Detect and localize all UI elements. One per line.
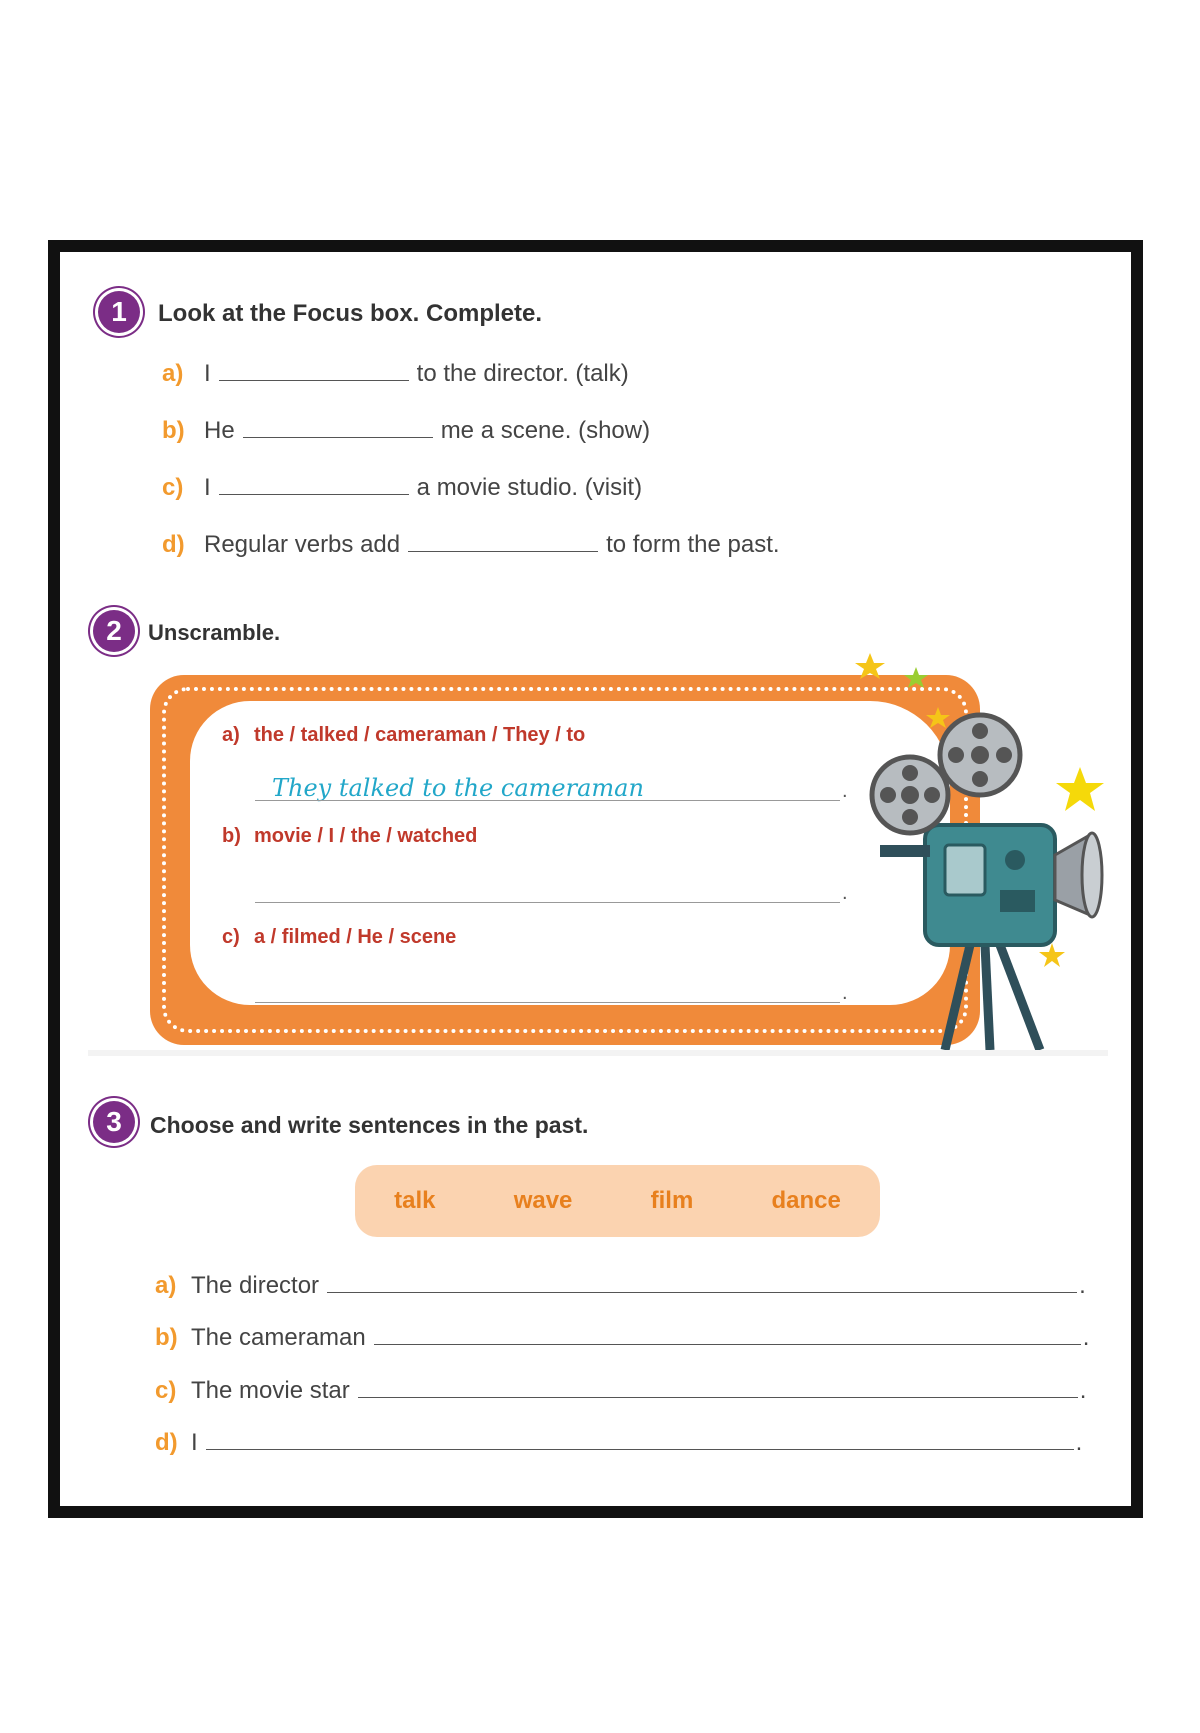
movie-camera-illustration <box>840 645 1120 1055</box>
full-stop: . <box>1075 1429 1083 1456</box>
section-divider <box>88 1050 1108 1056</box>
exercise-2-instruction: Unscramble. <box>148 620 281 645</box>
item-label: c) <box>155 1377 177 1404</box>
item-label: a) <box>155 1272 177 1299</box>
exercise-1-number: 1 <box>98 291 140 333</box>
item-text-before: I <box>204 474 211 501</box>
exercise-3-instruction: Choose and write sentences in the past. <box>150 1112 589 1138</box>
word-option: talk <box>394 1187 436 1214</box>
full-stop: . <box>842 780 848 802</box>
film-reel-icon <box>872 757 948 833</box>
word-option: wave <box>513 1187 573 1214</box>
exercise-1-instruction: Look at the Focus box. Complete. <box>158 300 543 327</box>
answer-blank[interactable] <box>358 1377 1078 1398</box>
answer-blank[interactable] <box>206 1429 1074 1450</box>
answer-blank[interactable] <box>408 531 598 552</box>
item-text-before: I <box>204 360 211 387</box>
scrambled-words: movie / I / the / watched <box>254 825 478 847</box>
answer-line-c[interactable] <box>255 1002 840 1003</box>
item-text-after: to form the past. <box>606 531 780 558</box>
handwritten-answer: They talked to the cameraman <box>272 774 644 802</box>
scramble-c <box>222 926 456 949</box>
item-label: a) <box>162 360 184 387</box>
answer-line-b[interactable] <box>255 902 840 903</box>
word-option: film <box>650 1187 694 1214</box>
scramble-a <box>222 724 585 747</box>
answer-blank[interactable] <box>327 1272 1077 1293</box>
ex3-item-a <box>155 1272 1086 1300</box>
full-stop: . <box>842 882 848 904</box>
full-stop: . <box>1082 1324 1090 1351</box>
exercise-3-number: 3 <box>93 1101 135 1143</box>
ex1-item-b <box>162 417 650 445</box>
item-text-after: to the director. (talk) <box>416 360 629 387</box>
item-label: b) <box>222 825 241 847</box>
sentence-start: The director <box>191 1272 320 1299</box>
word-box <box>355 1165 880 1237</box>
item-text-before: Regular verbs add <box>204 531 401 558</box>
ex3-item-d <box>155 1429 1082 1457</box>
ex1-item-c <box>162 474 642 502</box>
answer-line-a[interactable] <box>255 800 840 801</box>
ex3-item-c <box>155 1377 1086 1405</box>
sentence-start: The movie star <box>191 1377 350 1404</box>
scrambled-words: the / talked / cameraman / They / to <box>254 724 586 746</box>
item-text-before: He <box>204 417 235 444</box>
item-text-after: a movie studio. (visit) <box>416 474 643 501</box>
answer-blank[interactable] <box>219 474 409 495</box>
answer-blank[interactable] <box>243 417 433 438</box>
item-label: c) <box>162 474 184 501</box>
full-stop: . <box>1079 1272 1086 1299</box>
star-icon <box>926 707 950 728</box>
item-label: b) <box>155 1324 178 1351</box>
camera-body-icon <box>880 825 1102 945</box>
exercise-2-number: 2 <box>93 610 135 652</box>
sentence-start: I <box>191 1429 198 1456</box>
star-icon <box>904 667 928 688</box>
full-stop: . <box>1079 1377 1087 1404</box>
tripod-icon <box>945 945 1040 1050</box>
scrambled-words: a / filmed / He / scene <box>254 926 457 948</box>
answer-blank[interactable] <box>219 360 409 381</box>
item-text-after: me a scene. (show) <box>440 417 651 444</box>
word-option: dance <box>771 1187 841 1214</box>
item-label: a) <box>222 724 240 746</box>
item-label: d) <box>162 531 185 558</box>
star-icon <box>855 653 885 679</box>
film-reel-icon <box>940 715 1020 795</box>
item-label: d) <box>155 1429 178 1456</box>
ex1-item-d <box>162 531 780 559</box>
answer-blank[interactable] <box>374 1324 1081 1345</box>
full-stop: . <box>842 982 848 1004</box>
item-label: b) <box>162 417 185 444</box>
ex3-item-b <box>155 1324 1089 1352</box>
ex1-item-a <box>162 360 629 388</box>
item-label: c) <box>222 926 240 948</box>
star-icon <box>1056 767 1104 811</box>
sentence-start: The cameraman <box>191 1324 366 1351</box>
scramble-b <box>222 825 477 848</box>
